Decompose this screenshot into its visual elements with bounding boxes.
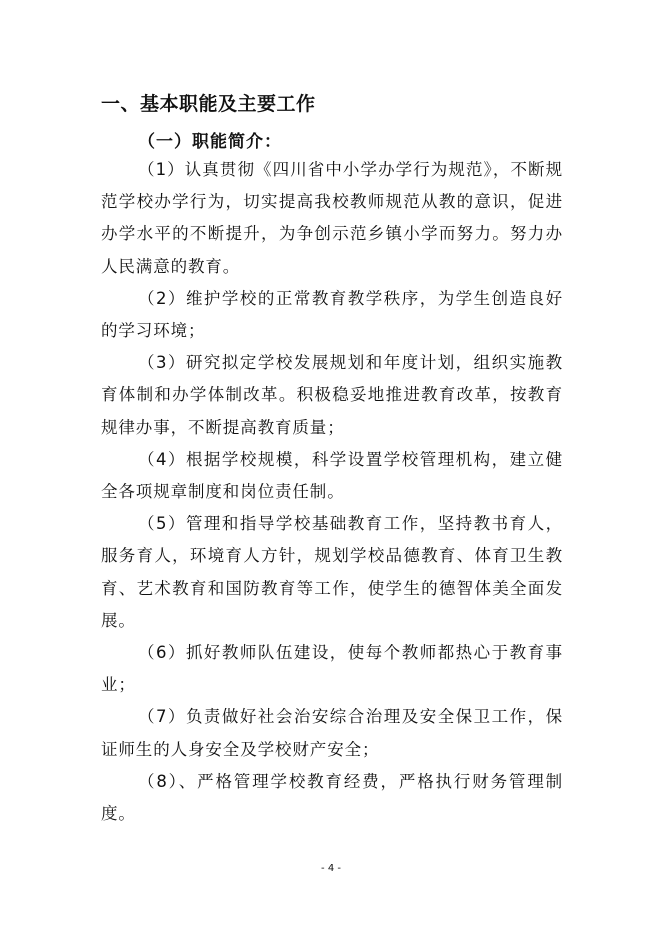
paragraph-6: （6）抓好教师队伍建设，使每个教师都热心于教育事业； (101, 643, 563, 695)
paragraph-7: （7）负责做好社会治安综合治理及安全保卫工作，保证师生的人身安全及学校财产安全； (101, 707, 563, 759)
paragraph-8: （8）、严格管理学校教育经费，严格执行财务管理制度。 (101, 771, 563, 824)
subsection-heading: （一）职能简介： (138, 132, 282, 152)
section-heading: 一、基本职能及主要工作 (101, 93, 316, 115)
paragraph-4: （4）根据学校规模，科学设置学校管理机构，建立健全各项规章制度和岗位责任制。 (101, 449, 563, 502)
paragraph-1: （1）认真贯彻《四川省中小学办学行为规范》，不断规范学校办学行为，切实提高我校教师规范从教的意识，促进办学水平的不断提升，为争创示范乡镇小学而努力。努力办人民满意的教育。 (101, 160, 563, 276)
paragraph-5: （5）管理和指导学校基础教育工作，坚持教书育人，服务育人，环境育人方针，规划学校品德教育、体育卫生教育、艺术教育和国防教育等工作，使学生的德智体美全面发展。 (101, 514, 563, 630)
page-number: - 4 - (321, 863, 341, 874)
body-text (101, 154, 563, 830)
paragraph-2: （2）维护学校的正常教育教学秩序，为学生创造良好的学习环境； (101, 288, 563, 341)
paragraph-3: （3）研究拟定学校发展规划和年度计划，组织实施教育体制和办学体制改革。积极稳妥地推进教育改革，按教育规律办事，不断提高教育质量； (101, 353, 563, 437)
